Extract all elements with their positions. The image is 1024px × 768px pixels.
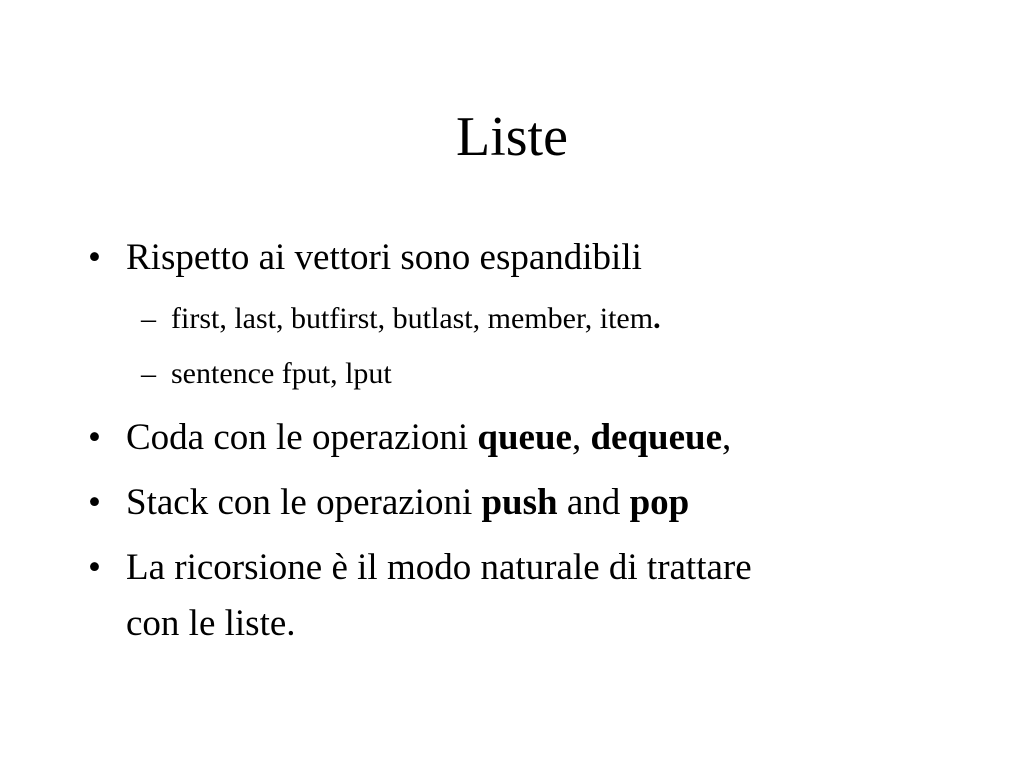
- bullet-text: Coda con le operazioni queue, dequeue,: [126, 417, 732, 458]
- slide-title: Liste: [456, 106, 568, 168]
- bullet-text: Stack con le operazioni push and pop: [126, 482, 690, 523]
- dash-marker: –: [141, 357, 156, 390]
- bullet-marker: •: [88, 237, 101, 278]
- sub-item-text: first, last, butfirst, butlast, member, item.: [171, 302, 661, 335]
- bullet-marker: •: [88, 417, 101, 458]
- dash-marker: –: [141, 302, 156, 335]
- keyword-queue: queue: [477, 417, 572, 458]
- keyword-dequeue: dequeue: [590, 417, 723, 458]
- bullet-text: Rispetto ai vettori sono espandibili: [126, 237, 642, 278]
- bullet-marker: •: [88, 482, 101, 523]
- bullet-marker: •: [88, 547, 101, 588]
- keyword-pop: pop: [629, 482, 690, 523]
- keyword-push: push: [481, 482, 558, 523]
- bullet-text: La ricorsione è il modo naturale di trattare con le liste.: [126, 547, 752, 644]
- sub-item-text: sentence fput, lput: [171, 357, 392, 390]
